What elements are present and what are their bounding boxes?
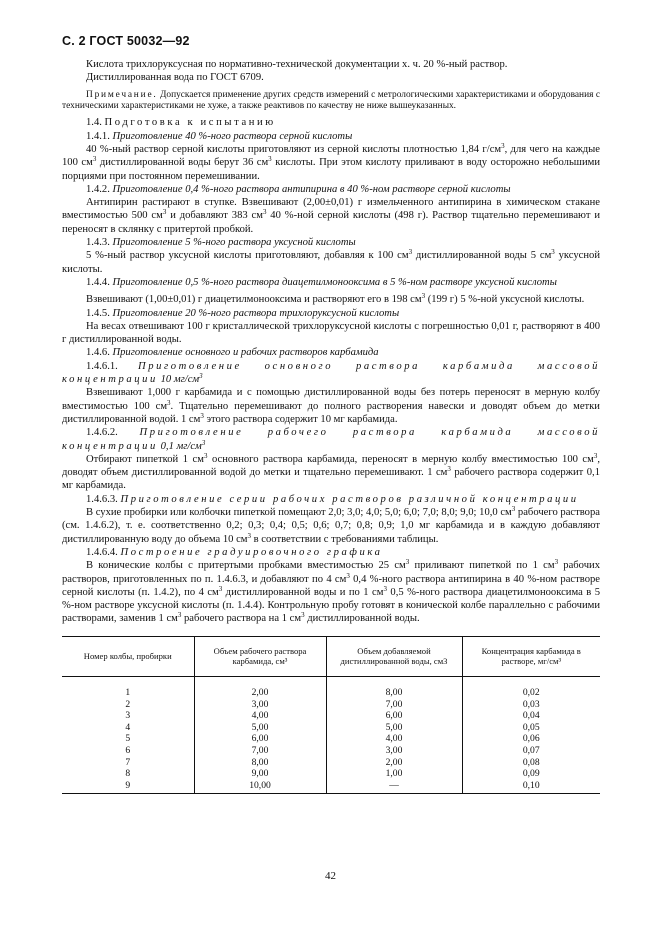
- table-cell: 7,00: [194, 745, 326, 757]
- table-cell: 0,04: [462, 710, 600, 722]
- subsection-heading: 1.4.3. Приготовление 5 %-ного раствора уксусной кислоты: [86, 237, 356, 249]
- col-header-flask: Номер колбы, пробирки: [62, 636, 194, 676]
- page-number: 42: [325, 870, 336, 882]
- table-cell: 6,00: [194, 733, 326, 745]
- table-cell: 7: [125, 756, 131, 768]
- document-body: [62, 58, 600, 794]
- paragraph: 40 %-ный раствор серной кислоты приготовляют из серной кислоты плотностью 1,84 $г/см^3$, для чего на каждые 100 $см^3$ дистиллированной воды берут 36 $см^3$ кислоты. При этом кислоту приливают в воду осторожно небольшими порциями при постоянном перемешивании.: [62, 142, 600, 182]
- table-cell: 4,00: [194, 710, 326, 722]
- table-cell: 1,00: [326, 768, 462, 780]
- subsection-heading: 1.4.6.1. Приготовление основного раствора карбамида массовой концентрации 10 $мг/см^3$: [62, 360, 600, 386]
- table-row: [62, 745, 600, 757]
- table-cell: 0,05: [462, 721, 600, 733]
- subsection-heading: 1.4.2. Приготовление 0,4 %-ного раствора антипирина в 40 %-ном растворе серной кислоты: [86, 183, 511, 195]
- paragraph: Антипирин растирают в ступке. Взвешивают (2,00±0,01) г измельченного антипирина в химическом стакане вместимостью 500 $см^3$ и добавляют 383 $см^3$ 40 %-ной серной кислоты (498 г). Раствор тщательно перемешивают и переносят в склянку с притертой пробкой.: [62, 197, 600, 235]
- subsection-heading: 1.4.6.4. Построение градуировочного графика: [86, 546, 383, 558]
- paragraph: В конические колбы с притертыми пробками вместимостью 25 $см^3$ приливают пипеткой по 1 $см^3$ рабочих растворов, приготовленных по п. 1.4.6.3, и добавляют по 4 $см^3$ 0,4 %-ного раствора антипирина в 40 %-ном растворе серной кислоты (п. 1.4.2), по 4 $см^3$ дистиллированной воды и по 1 $см^3$ 0,5 %-ного раствора диацетилмонооксима в 5 %-ном растворе уксусной кислоты (п. 1.4.4). Контрольную пробу готовят в конической колбе параллельно с рабочими растворами, заменив 1 $см^3$ рабочего раствора на 1 $см^3$ дистиллированной воды.: [62, 558, 601, 625]
- table-cell: 0,02: [462, 676, 600, 698]
- table-cell: 4: [125, 721, 131, 733]
- subsection-heading: 1.4.1. Приготовление 40 %-ного раствора серной кислоты: [86, 130, 353, 142]
- table-header-row: [62, 636, 600, 676]
- table-row: [62, 733, 600, 745]
- table-cell: 3,00: [326, 745, 462, 757]
- table-cell: 5,00: [326, 721, 462, 733]
- table-cell: 0,07: [462, 745, 600, 757]
- paragraph: 5 %-ный раствор уксусной кислоты приготовляют, добавляя к 100 $см^3$ дистиллированной воды 5 $см^3$ уксусной кислоты.: [62, 248, 600, 275]
- table-row: [62, 698, 600, 710]
- subsection-heading: 1.4.4. Приготовление 0,5 %-ного раствора диацетилмонооксима в 5 %-ном растворе уксусной кислоты: [86, 276, 557, 288]
- table-cell: 0,03: [462, 698, 600, 710]
- paragraph: Отбирают пипеткой 1 $см^3$ основного раствора карбамида, переносят в мерную колбу вместимостью 100 $см^3$, доводят объем дистиллированной водой до метки и тщательно перемешивают. 1 $см^3$ рабочего раствора содержит 0,1 мг карбамида.: [62, 451, 600, 492]
- note-label: Примечание.: [86, 89, 158, 100]
- paragraph: Взвешивают 1,000 г карбамида и с помощью дистиллированной воды без потерь переносят в мерную колбу вместимостью 100 $см^3$. Тщательно перемешивают до полного растворения навески и доводят объем до метки дистиллированной водой. 1 $см^3$ этого раствора содержит 10 мг карбамида.: [62, 387, 600, 425]
- paragraph: В сухие пробирки или колбочки пипеткой помещают 2,0; 3,0; 4,0; 5,0; 6,0; 7,0; 8,0; 9,0; 10,0 $см^3$ рабочего раствора (см. 1.4.6.2), т. е. соответственно 0,2; 0,3; 0,4; 0,5; 0,6; 0,7; 0,8; 0,9; 1,0 мг карбамида и в каждую добавляют дистиллированную воду до объема 10 $см^3$ в соответствии с требованиями таблицы.: [62, 505, 600, 545]
- table-cell: 1: [125, 686, 131, 698]
- subsection-heading: 1.4.6. Приготовление основного и рабочих растворов карбамида: [86, 347, 379, 359]
- table-row: [62, 710, 600, 722]
- table-cell: —: [326, 779, 462, 793]
- col-header-water-volume: Объем добавляемой дистиллированной воды, см3: [326, 636, 462, 676]
- table-row: [62, 676, 600, 698]
- subsection-heading: 1.4.5. Приготовление 20 %-ного раствора трихлоруксусной кислоты: [86, 307, 400, 319]
- table-cell: 9: [62, 779, 194, 793]
- subsection-heading: 1.4.6.3. Приготовление серии рабочих растворов различной концентрации: [86, 493, 579, 505]
- table-cell: 6: [125, 744, 131, 756]
- col-header-working-volume: Объем рабочего раствора карбамида, см³: [194, 636, 326, 676]
- table-cell: 2,00: [326, 756, 462, 768]
- calibration-table: [62, 636, 600, 794]
- table-cell: 2,00: [194, 676, 326, 698]
- table-cell: 8,00: [194, 756, 326, 768]
- table-row: [62, 768, 600, 780]
- table-cell: 3,00: [194, 698, 326, 710]
- table-cell: 5: [125, 733, 131, 745]
- table-cell: 8,00: [326, 676, 462, 698]
- reagent-line: Кислота трихлоруксусная по нормативно-технической документации х. ч. 20 %-ный раствор.: [86, 59, 508, 70]
- table-cell: 8: [125, 768, 131, 780]
- table-cell: 5,00: [194, 721, 326, 733]
- subsection-heading: 1.4.6.2. Приготовление рабочего раствора карбамида массовой концентрации 0,1 $мг/см^3$: [62, 427, 601, 452]
- table-cell: 9,00: [194, 768, 326, 780]
- table-cell: 6,00: [326, 710, 462, 722]
- table-row: [62, 721, 600, 733]
- note-paragraph: [62, 90, 600, 113]
- table-row: [62, 756, 600, 768]
- reagent-line: Дистиллированная вода по ГОСТ 6709.: [86, 72, 264, 84]
- table-cell: 2: [125, 698, 131, 710]
- table-cell: 0,06: [462, 733, 600, 745]
- paragraph: На весах отвешивают 100 г кристаллической трихлоруксусной кислоты с погрешностью 0,01 г, растворяют в 400 г дистиллированной воды.: [62, 320, 600, 346]
- table-cell: 7,00: [326, 698, 462, 710]
- paragraph: Взвешивают (1,00±0,01) г диацетилмонооксима и растворяют его в 198 $см^3$ (199 г) 5 %-ной уксусной кислоты.: [86, 292, 585, 306]
- section-heading: 1.4. Подготовка к испытанию: [86, 117, 276, 129]
- table-cell: 10,00: [194, 779, 326, 793]
- table-cell: 3: [125, 710, 131, 722]
- table-cell: 0,08: [462, 756, 600, 768]
- page-header: С. 2 ГОСТ 50032—92: [62, 34, 190, 48]
- table-cell: 4,00: [326, 733, 462, 745]
- col-header-concentration: Концентрация карбамида в растворе, мг/см³: [462, 636, 600, 676]
- table-cell: 0,09: [462, 768, 600, 780]
- table-cell: 0,10: [462, 779, 600, 793]
- table-row: [62, 779, 600, 793]
- note-text: Допускается применение других средств измерений с метрологическими характеристиками и оборудования с техническими характеристиками не хуже, а также реактивов по качеству не ниже вышеуказанных.: [62, 89, 600, 111]
